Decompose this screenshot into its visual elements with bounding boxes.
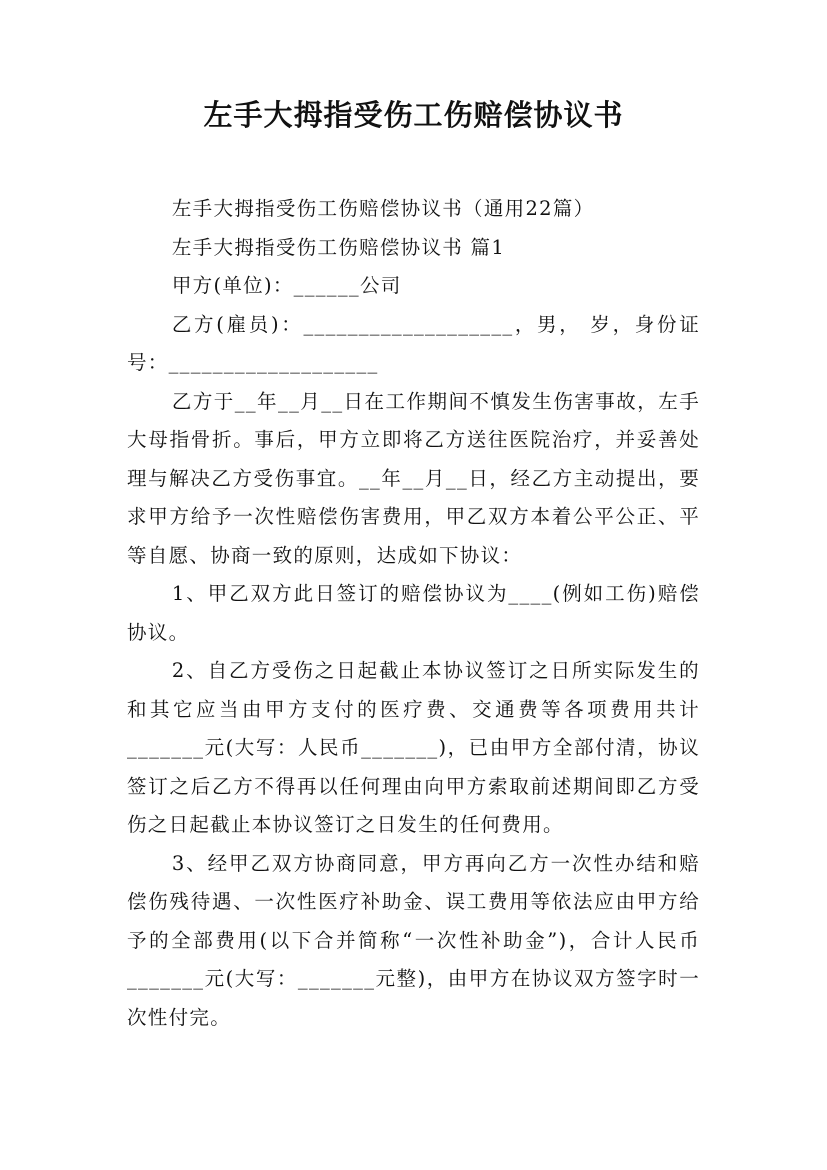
clause-1: 1、甲乙双方此日签订的赔偿协议为____(例如工伤)赔偿协议。	[127, 582, 700, 644]
subtitle-paragraph: 左手大拇指受伤工伤赔偿协议书（通用22篇）	[171, 197, 595, 220]
clause-3: 3、经甲乙双方协商同意，甲方再向乙方一次性办结和赔偿伤残待遇、一次性医疗补助金、误工费用等依法应由甲方给予的全部费用(以下合并简称“一次性补助金”)，合计人民币_______元(大写：_______元整)，由甲方在协议双方签字时一次性付完。	[127, 851, 700, 1029]
party-b-line: 乙方(雇员)：___________________，男， 岁，身份证号：___________________	[127, 312, 700, 374]
clause-2: 2、自乙方受伤之日起截止本协议签订之日所实际发生的和其它应当由甲方支付的医疗费、交通费等各项费用共计_______元(大写：人民币_______)，已由甲方全部付清，协议签订之后乙方不得再以任何理由向甲方索取前述期间即乙方受伤之日起截止本协议签订之日发生的任何费用。	[127, 659, 700, 836]
section-heading: 左手大拇指受伤工伤赔偿协议书 篇1	[171, 235, 506, 259]
party-a-line: 甲方(单位)：______公司	[171, 274, 402, 297]
incident-paragraph: 乙方于__年__月__日在工作期间不慎发生伤害事故，左手大母指骨折。事后，甲方立即将乙方送往医院治疗，并妥善处理与解决乙方受伤事宜。__年__月__日，经乙方主动提出，要求甲方给予一次性赔偿伤害费用，甲乙双方本着公平公正、平等自愿、协商一致的原则，达成如下协议：	[127, 389, 700, 567]
document-title: 左手大拇指受伤工伤赔偿协议书	[203, 98, 624, 132]
document-body	[127, 190, 700, 1037]
